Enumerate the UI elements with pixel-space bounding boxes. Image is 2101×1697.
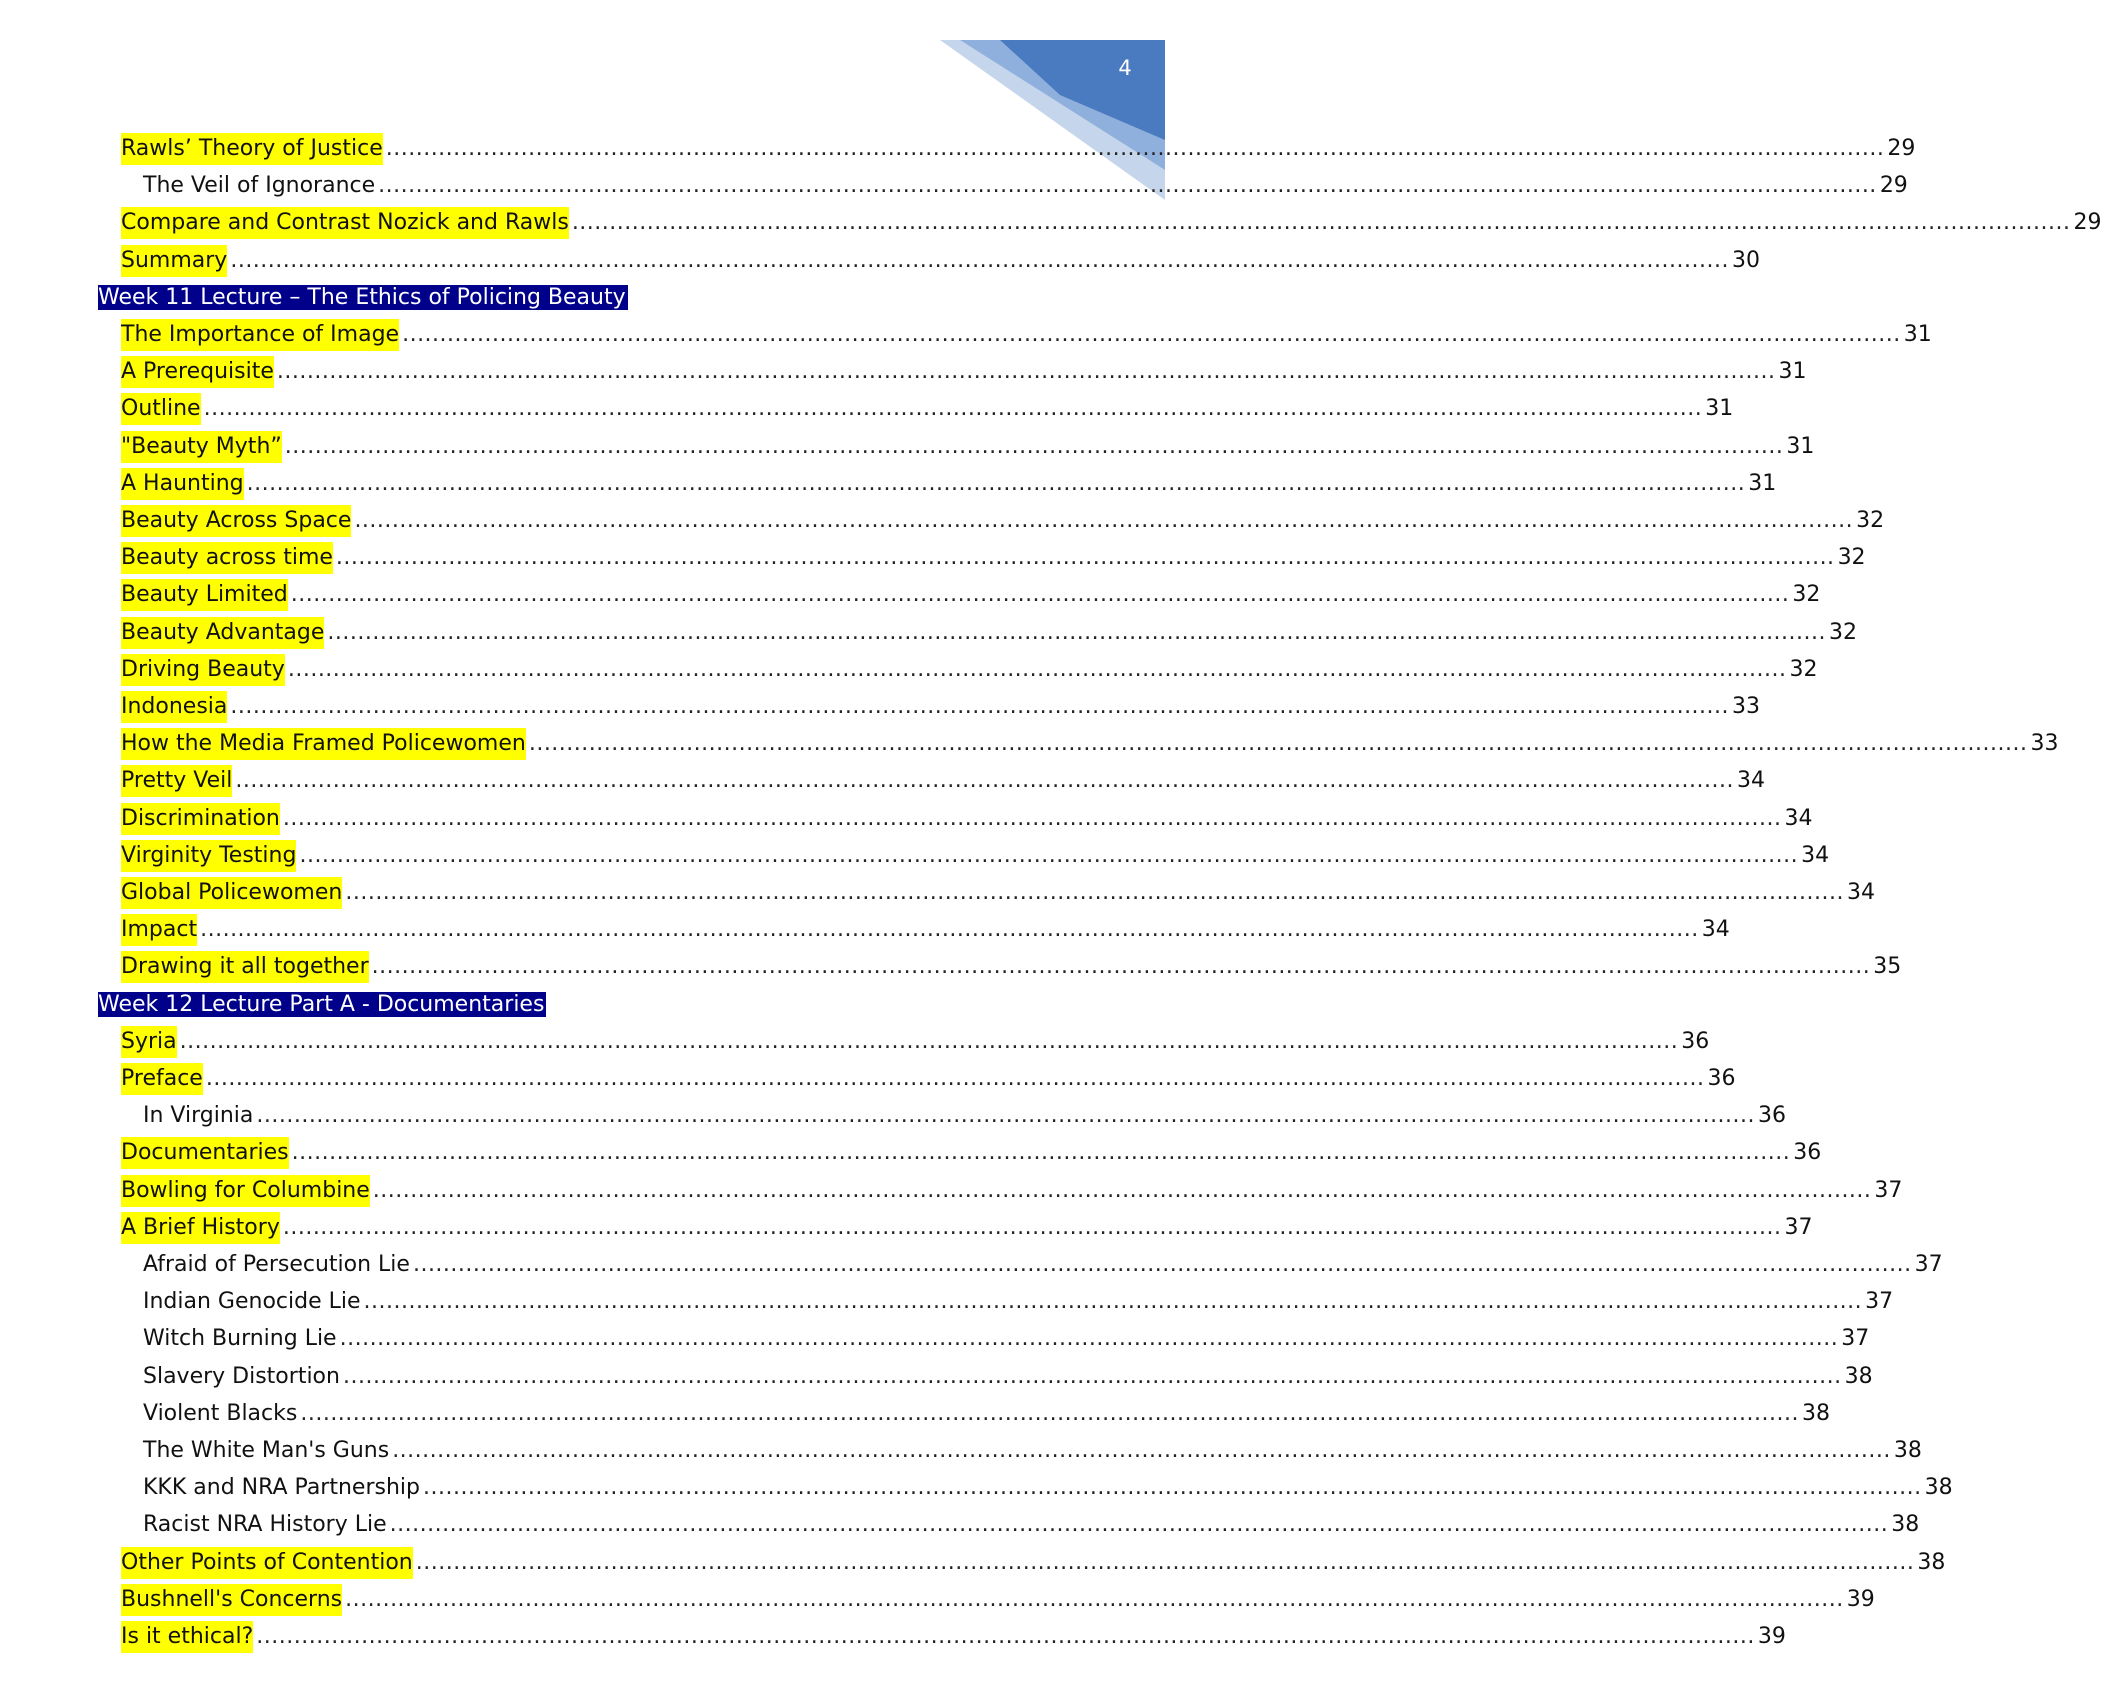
- toc-dot-leader: ........................................................................................................................................................................................................: [276, 358, 1776, 384]
- toc-entry-page: 29: [1887, 135, 1916, 161]
- toc-entry-page: 38: [1917, 1549, 1946, 1575]
- toc-entry[interactable]: [121, 1023, 1710, 1060]
- toc-entry[interactable]: [121, 502, 1885, 539]
- toc-entry-title: Impact: [121, 914, 197, 946]
- toc-dot-leader: ........................................................................................................................................................................................................: [230, 693, 1730, 719]
- toc-entry-title: The White Man's Guns: [143, 1437, 390, 1463]
- toc-entry[interactable]: [121, 651, 1818, 688]
- toc-entry-title: Beauty across time: [121, 542, 333, 574]
- toc-dot-leader: ........................................................................................................................................................................................................: [230, 247, 1729, 273]
- toc-entry-title: Is it ethical?: [121, 1621, 253, 1653]
- toc-dot-leader: ........................................................................................................................................................................................................: [290, 581, 1790, 607]
- toc-dot-leader: ........................................................................................................................................................................................................: [203, 395, 1703, 421]
- toc-entry-page: 38: [1893, 1437, 1922, 1463]
- toc-dot-leader: ........................................................................................................................................................................................................: [287, 656, 1787, 682]
- toc-entry[interactable]: [121, 1618, 1786, 1655]
- toc-entry-page: 33: [1732, 693, 1761, 719]
- toc-dot-leader: ........................................................................................................................................................................................................: [402, 321, 1901, 347]
- toc-entry-title: How the Media Framed Policewomen: [121, 728, 526, 760]
- toc-dot-leader: ........................................................................................................................................................................................................: [246, 470, 1746, 496]
- toc-dot-leader: ........................................................................................................................................................................................................: [412, 1251, 1912, 1277]
- toc-entry-title: Compare and Contrast Nozick and Rawls: [121, 207, 569, 239]
- toc-dot-leader: ........................................................................................................................................................................................................: [371, 953, 1871, 979]
- toc-dot-leader: ........................................................................................................................................................................................................: [200, 916, 1699, 942]
- toc-entry-title: Other Points of Contention: [121, 1547, 413, 1579]
- toc-entry[interactable]: [121, 539, 1866, 576]
- toc-entry-page: 32: [1856, 507, 1885, 533]
- toc-dot-leader: ........................................................................................................................................................................................................: [342, 1363, 1842, 1389]
- toc-entry[interactable]: [121, 614, 1858, 651]
- toc-entry-title: A Prerequisite: [121, 356, 274, 388]
- toc-entry[interactable]: [121, 725, 2059, 762]
- toc-dot-leader: ........................................................................................................................................................................................................: [385, 135, 1885, 161]
- toc-dot-leader: ........................................................................................................................................................................................................: [256, 1102, 1756, 1128]
- toc-entry[interactable]: [121, 837, 1830, 874]
- toc-dot-leader: ........................................................................................................................................................................................................: [354, 507, 1854, 533]
- toc-entry-title: Discrimination: [121, 803, 280, 835]
- toc-entry-page: 35: [1873, 953, 1902, 979]
- toc-entry-page: 38: [1844, 1363, 1873, 1389]
- toc-entry-title: Drawing it all together: [121, 951, 369, 983]
- toc-dot-leader: ........................................................................................................................................................................................................: [335, 544, 1835, 570]
- toc-dot-leader: ........................................................................................................................................................................................................: [378, 172, 1877, 198]
- toc-dot-leader: ........................................................................................................................................................................................................: [300, 1400, 1799, 1426]
- toc-dot-leader: ........................................................................................................................................................................................................: [282, 805, 1782, 831]
- toc-entry-title: Outline: [121, 393, 201, 425]
- toc-entry-title: The Veil of Ignorance: [143, 172, 376, 198]
- toc-entry-page: 34: [1784, 805, 1813, 831]
- toc-entry[interactable]: [143, 1395, 1830, 1432]
- toc-entry-page: 38: [1891, 1511, 1920, 1537]
- toc-entry-page: 34: [1801, 842, 1830, 868]
- toc-entry-page: 34: [1846, 879, 1875, 905]
- toc-entry[interactable]: [121, 1134, 1822, 1171]
- toc-dot-leader: ........................................................................................................................................................................................................: [392, 1437, 1891, 1463]
- toc-entry-page: 34: [1701, 916, 1730, 942]
- toc-entry[interactable]: [143, 1097, 1787, 1134]
- toc-entry-title: Beauty Across Space: [121, 505, 351, 537]
- toc-entry-page: 37: [1914, 1251, 1943, 1277]
- toc-entry-page: 38: [1924, 1474, 1953, 1500]
- toc-entry-page: 39: [1846, 1586, 1875, 1612]
- toc-entry-page: 36: [1758, 1102, 1787, 1128]
- toc-entry[interactable]: [121, 576, 1821, 613]
- toc-entry-page: 31: [1778, 358, 1807, 384]
- toc-entry[interactable]: [121, 390, 1734, 427]
- toc-entry-page: 37: [1874, 1177, 1903, 1203]
- toc-entry-page: 32: [1829, 619, 1858, 645]
- toc-entry[interactable]: [143, 1358, 1873, 1395]
- toc-entry[interactable]: [121, 1581, 1875, 1618]
- toc-entry[interactable]: [121, 911, 1730, 948]
- toc-entry[interactable]: [143, 1320, 1870, 1357]
- toc-dot-leader: ........................................................................................................................................................................................................: [284, 433, 1784, 459]
- toc-entry-title: In Virginia: [143, 1102, 254, 1128]
- toc-entry[interactable]: [121, 1209, 1813, 1246]
- toc-entry-page: 39: [1757, 1623, 1786, 1649]
- toc-entry[interactable]: [121, 800, 1813, 837]
- toc-entry-page: 31: [1903, 321, 1932, 347]
- toc-entry-title: Syria: [121, 1026, 177, 1058]
- toc-entry-title: KKK and NRA Partnership: [143, 1474, 420, 1500]
- toc-dot-leader: ........................................................................................................................................................................................................: [179, 1028, 1679, 1054]
- toc-entry-page: 31: [1748, 470, 1777, 496]
- toc-entry-title: Beauty Limited: [121, 579, 288, 611]
- toc-entry-page: 30: [1731, 247, 1760, 273]
- toc-dot-leader: ........................................................................................................................................................................................................: [235, 767, 1734, 793]
- toc-dot-leader: ........................................................................................................................................................................................................: [291, 1139, 1791, 1165]
- toc-dot-leader: ........................................................................................................................................................................................................: [423, 1474, 1922, 1500]
- toc-entry-title: Virginity Testing: [121, 840, 296, 872]
- toc-week-heading[interactable]: [98, 986, 546, 1023]
- toc-entry[interactable]: [121, 242, 1760, 279]
- toc-week-heading[interactable]: [98, 279, 628, 316]
- toc-entry-title: A Brief History: [121, 1212, 280, 1244]
- toc-entry[interactable]: [121, 204, 2101, 241]
- toc-entry[interactable]: [121, 353, 1807, 390]
- toc-entry[interactable]: [121, 1060, 1736, 1097]
- toc-entry-page: 32: [1837, 544, 1866, 570]
- toc-entry-title: Indian Genocide Lie: [143, 1288, 361, 1314]
- toc-entry-title: Bowling for Columbine: [121, 1175, 370, 1207]
- toc-entry-page: 32: [1789, 656, 1818, 682]
- toc-dot-leader: ........................................................................................................................................................................................................: [363, 1288, 1863, 1314]
- toc-dot-leader: ........................................................................................................................................................................................................: [415, 1549, 1915, 1575]
- toc-entry[interactable]: [121, 465, 1777, 502]
- toc-entry[interactable]: [121, 316, 1932, 353]
- toc-week-heading-title: Week 12 Lecture Part A - Documentaries: [98, 992, 545, 1017]
- toc-entry-page: 37: [1865, 1288, 1894, 1314]
- toc-entry-title: Documentaries: [121, 1137, 289, 1169]
- toc-entry-title: Rawls’ Theory of Justice: [121, 133, 383, 165]
- toc-entry[interactable]: [143, 1246, 1943, 1283]
- toc-entry[interactable]: [121, 130, 1916, 167]
- toc-entry-title: Driving Beauty: [121, 654, 285, 686]
- toc-dot-leader: ........................................................................................................................................................................................................: [571, 209, 2071, 235]
- toc-entry-title: Bushnell's Concerns: [121, 1584, 342, 1616]
- toc-entry[interactable]: [121, 688, 1761, 725]
- toc-dot-leader: ........................................................................................................................................................................................................: [327, 619, 1827, 645]
- toc-entry-title: "Beauty Myth”: [121, 431, 282, 463]
- toc-entry[interactable]: [143, 1283, 1894, 1320]
- toc-entry[interactable]: [143, 167, 1908, 204]
- toc-entry[interactable]: [143, 1506, 1920, 1543]
- toc-entry-title: Preface: [121, 1063, 203, 1095]
- toc-dot-leader: ........................................................................................................................................................................................................: [345, 1586, 1844, 1612]
- toc-entry-page: 34: [1736, 767, 1765, 793]
- toc-entry-page: 38: [1801, 1400, 1830, 1426]
- toc-dot-leader: ........................................................................................................................................................................................................: [205, 1065, 1705, 1091]
- toc-entry-page: 29: [1879, 172, 1908, 198]
- toc-entry-page: 31: [1786, 433, 1815, 459]
- toc-entry-title: Slavery Distortion: [143, 1363, 340, 1389]
- toc-dot-leader: ........................................................................................................................................................................................................: [389, 1511, 1889, 1537]
- toc-dot-leader: ........................................................................................................................................................................................................: [345, 879, 1844, 905]
- toc-entry[interactable]: [121, 1544, 1946, 1581]
- toc-entry-title: Afraid of Persecution Lie: [143, 1251, 410, 1277]
- toc-entry-title: Indonesia: [121, 691, 227, 723]
- toc-entry-title: A Haunting: [121, 468, 244, 500]
- toc-entry-page: 37: [1841, 1325, 1870, 1351]
- page-number: 4: [1118, 56, 1132, 80]
- toc-entry-page: 36: [1793, 1139, 1822, 1165]
- toc-entry[interactable]: [143, 1469, 1953, 1506]
- toc-entry-page: 33: [2030, 730, 2059, 756]
- toc-entry-page: 36: [1681, 1028, 1710, 1054]
- toc-entry[interactable]: [121, 948, 1902, 985]
- toc-entry[interactable]: [121, 762, 1765, 799]
- toc-entry-title: Witch Burning Lie: [143, 1325, 337, 1351]
- toc-dot-leader: ........................................................................................................................................................................................................: [256, 1623, 1755, 1649]
- toc-entry[interactable]: [143, 1432, 1922, 1469]
- toc-dot-leader: ........................................................................................................................................................................................................: [282, 1214, 1782, 1240]
- toc-entry[interactable]: [121, 874, 1875, 911]
- toc-dot-leader: ........................................................................................................................................................................................................: [299, 842, 1799, 868]
- toc-entry-title: Violent Blacks: [143, 1400, 298, 1426]
- toc-entry-title: Global Policewomen: [121, 877, 342, 909]
- toc-entry[interactable]: [121, 1172, 1903, 1209]
- toc-entry-title: Beauty Advantage: [121, 617, 324, 649]
- toc-entry-title: Summary: [121, 245, 227, 277]
- toc-dot-leader: ........................................................................................................................................................................................................: [372, 1177, 1872, 1203]
- toc-entry-title: The Importance of Image: [121, 319, 399, 351]
- toc-entry[interactable]: [121, 428, 1815, 465]
- toc-entry-title: Racist NRA History Lie: [143, 1511, 387, 1537]
- toc-entry-page: 31: [1705, 395, 1734, 421]
- toc-entry-page: 37: [1784, 1214, 1813, 1240]
- toc-dot-leader: ........................................................................................................................................................................................................: [339, 1325, 1839, 1351]
- toc-entry-page: 29: [2073, 209, 2101, 235]
- toc-week-heading-title: Week 11 Lecture – The Ethics of Policing Beauty: [98, 285, 626, 310]
- toc-entry-page: 32: [1792, 581, 1821, 607]
- toc-entry-title: Pretty Veil: [121, 765, 232, 797]
- toc-entry-page: 36: [1707, 1065, 1736, 1091]
- toc-dot-leader: ........................................................................................................................................................................................................: [528, 730, 2028, 756]
